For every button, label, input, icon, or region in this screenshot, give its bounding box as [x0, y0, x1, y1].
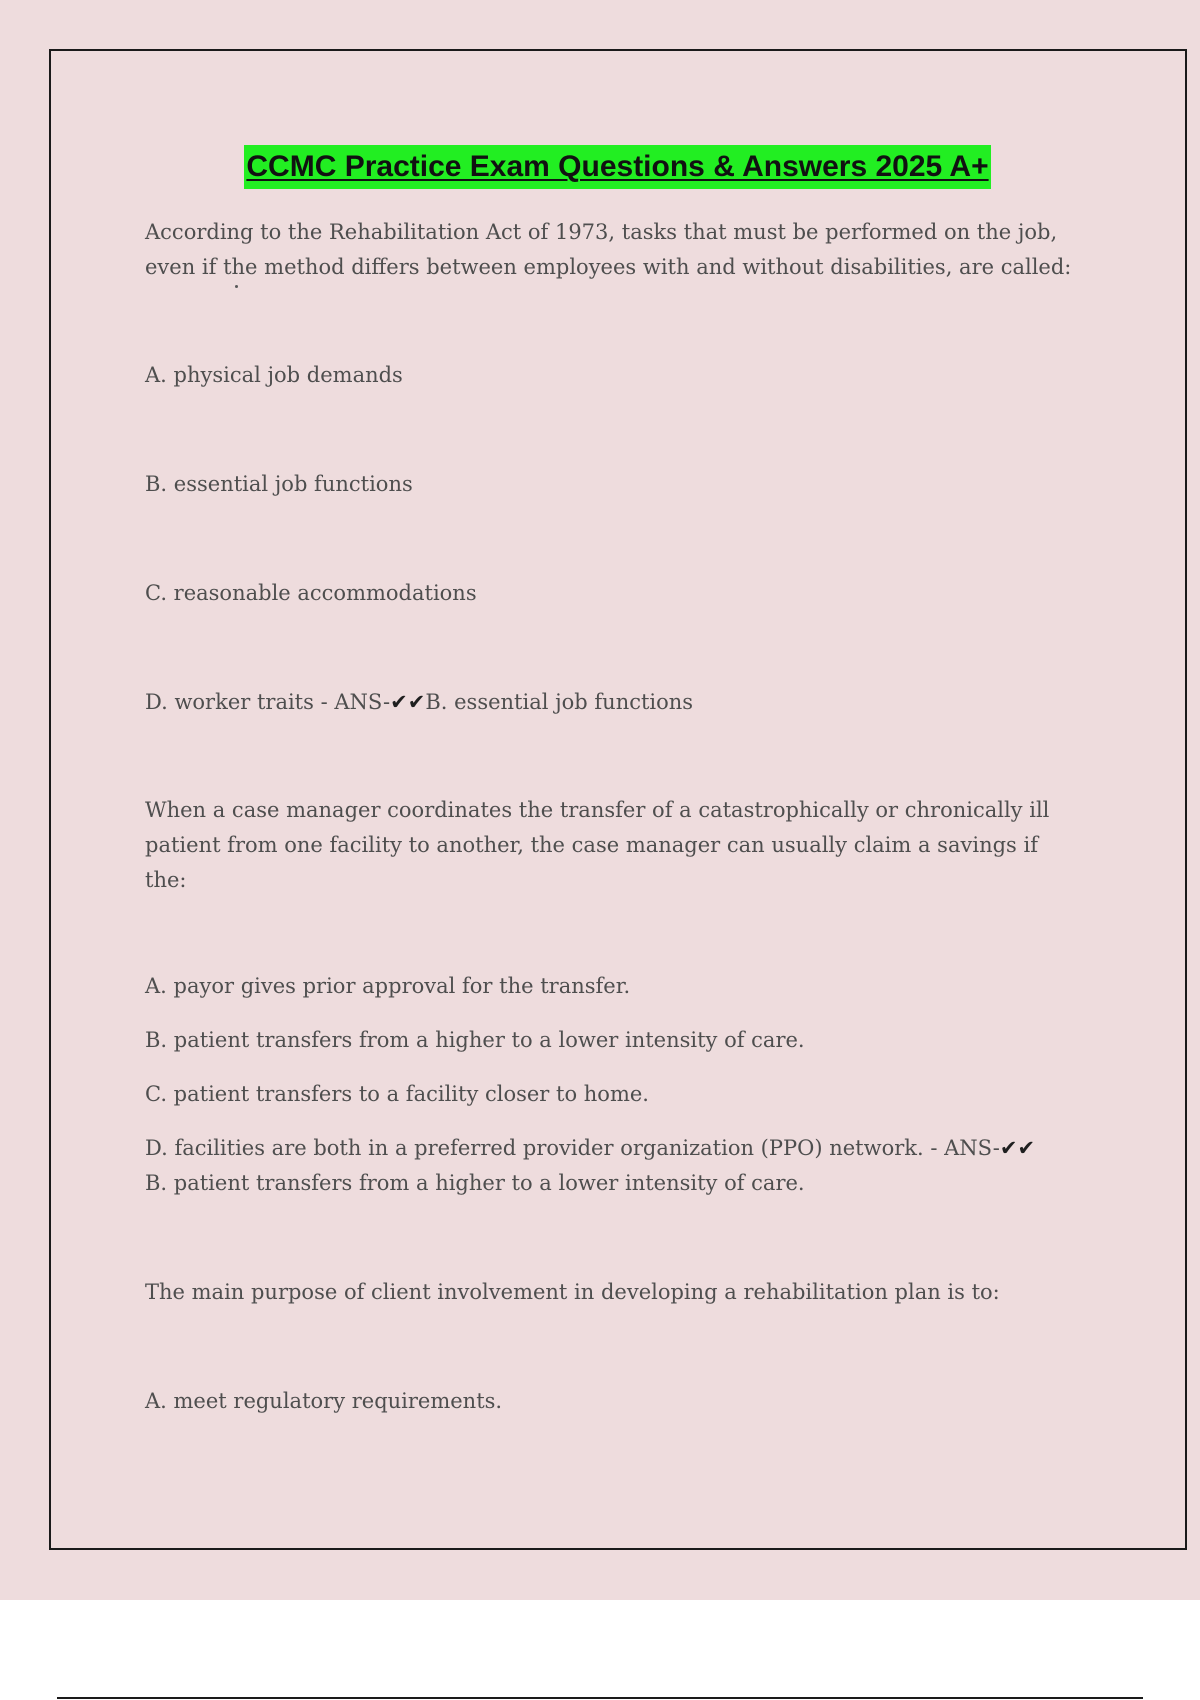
footer-rule [57, 1697, 1143, 1699]
question-2-option-d [145, 1131, 1095, 1166]
question-1-option-d: D. worker traits - ANS- [145, 690, 391, 714]
title-container [0, 145, 1200, 189]
question-1-stem-line-2: even if the method differs between employees with and without disabilities, are called: [145, 255, 1072, 279]
question-2-option-a: A. payor gives prior approval for the transfer. [145, 974, 631, 998]
question-3-option-a: A. meet regulatory requirements. [145, 1389, 503, 1413]
question-2-option-c: C. patient transfers to a facility closer to home. [145, 1082, 649, 1106]
stray-dot [235, 285, 238, 288]
check-mark-icon: ✔✔ [390, 690, 426, 714]
question-2-stem-line-3: the: [145, 868, 187, 892]
question-1-option-b: B. essential job functions [145, 472, 413, 496]
question-2-stem-line-1: When a case manager coordinates the transfer of a catastrophically or chronically ill [145, 798, 1050, 822]
question-1-option-a: A. physical job demands [145, 363, 403, 387]
question-2-option-d-text: D. facilities are both in a preferred provider organization (PPO) network. - ANS- [145, 1136, 1000, 1160]
document-title: CCMC Practice Exam Questions & Answers 2025 A+ [244, 145, 990, 189]
question-1-option-c: C. reasonable accommodations [145, 581, 477, 605]
question-1-stem-line-1: According to the Rehabilitation Act of 1973, tasks that must be performed on the job, [145, 220, 1058, 244]
question-1-answer: B. essential job functions [425, 690, 694, 714]
question-2-answer: B. patient transfers from a higher to a lower intensity of care. [145, 1171, 805, 1195]
question-1-option-d-answer [145, 685, 1095, 720]
check-mark-icon: ✔✔ [999, 1136, 1036, 1160]
question-2-stem-line-2: patient from one facility to another, the case manager can usually claim a savings if [145, 833, 1038, 857]
question-3-stem-line-1: The main purpose of client involvement in developing a rehabilitation plan is to: [145, 1280, 1000, 1304]
question-2-option-b: B. patient transfers from a higher to a lower intensity of care. [145, 1028, 805, 1052]
